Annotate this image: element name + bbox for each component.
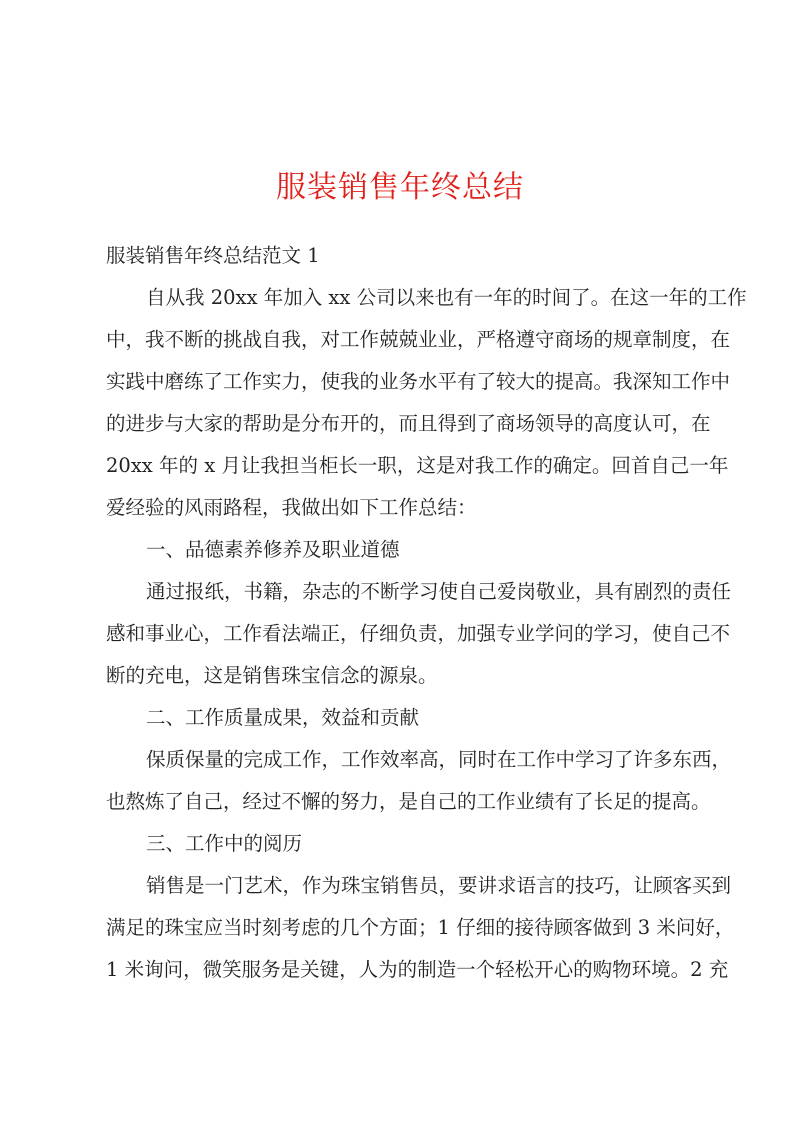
paragraph-line: 的进步与大家的帮助是分布开的，而且得到了商场领导的高度认可，在 (106, 412, 711, 435)
paragraph-line: 感和事业心，工作看法端正，仔细负责，加强专业学问的学习，使自己不 (106, 622, 731, 645)
paragraph-line: 保质保量的完成工作，工作效率高，同时在工作中学习了许多东西， (146, 748, 732, 771)
paragraph-line: 实践中磨练了工作实力，使我的业务水平有了较大的提高。我深知工作中 (106, 370, 731, 393)
section-heading-example-1: 服装销售年终总结范文 1 (106, 244, 320, 267)
paragraph-line: 自从我 20xx 年加入 xx 公司以来也有一年的时间了。在这一年的工作 (146, 286, 747, 309)
section-heading: 一、品德素养修养及职业道德 (146, 538, 400, 561)
section-heading: 三、工作中的阅历 (146, 832, 303, 855)
paragraph-line: 1 米询问，微笑服务是关键，人为的制造一个轻松开心的购物环境。2 充 (106, 958, 729, 981)
section-heading: 二、工作质量成果，效益和贡献 (146, 706, 420, 729)
paragraph-line: 中，我不断的挑战自我，对工作兢兢业业，严格遵守商场的规章制度，在 (106, 328, 731, 351)
paragraph-line: 满足的珠宝应当时刻考虑的几个方面；1 仔细的接待顾客做到 3 米问好， (106, 916, 735, 939)
paragraph-line: 也熬炼了自己，经过不懈的努力，是自己的工作业绩有了长足的提高。 (106, 790, 711, 813)
paragraph-line: 爱经验的风雨路程，我做出如下工作总结： (106, 496, 477, 519)
paragraph-line: 销售是一门艺术，作为珠宝销售员，要讲求语言的技巧，让顾客买到 (146, 874, 732, 897)
paragraph-line: 通过报纸，书籍，杂志的不断学习使自己爱岗敬业，具有剧烈的责任 (146, 580, 732, 603)
paragraph-line: 20xx 年的 x 月让我担当柜长一职，这是对我工作的确定。回首自己一年 (106, 454, 729, 477)
paragraph-line: 断的充电，这是销售珠宝信念的源泉。 (106, 664, 438, 687)
document-title: 服装销售年终总结 (276, 170, 524, 205)
